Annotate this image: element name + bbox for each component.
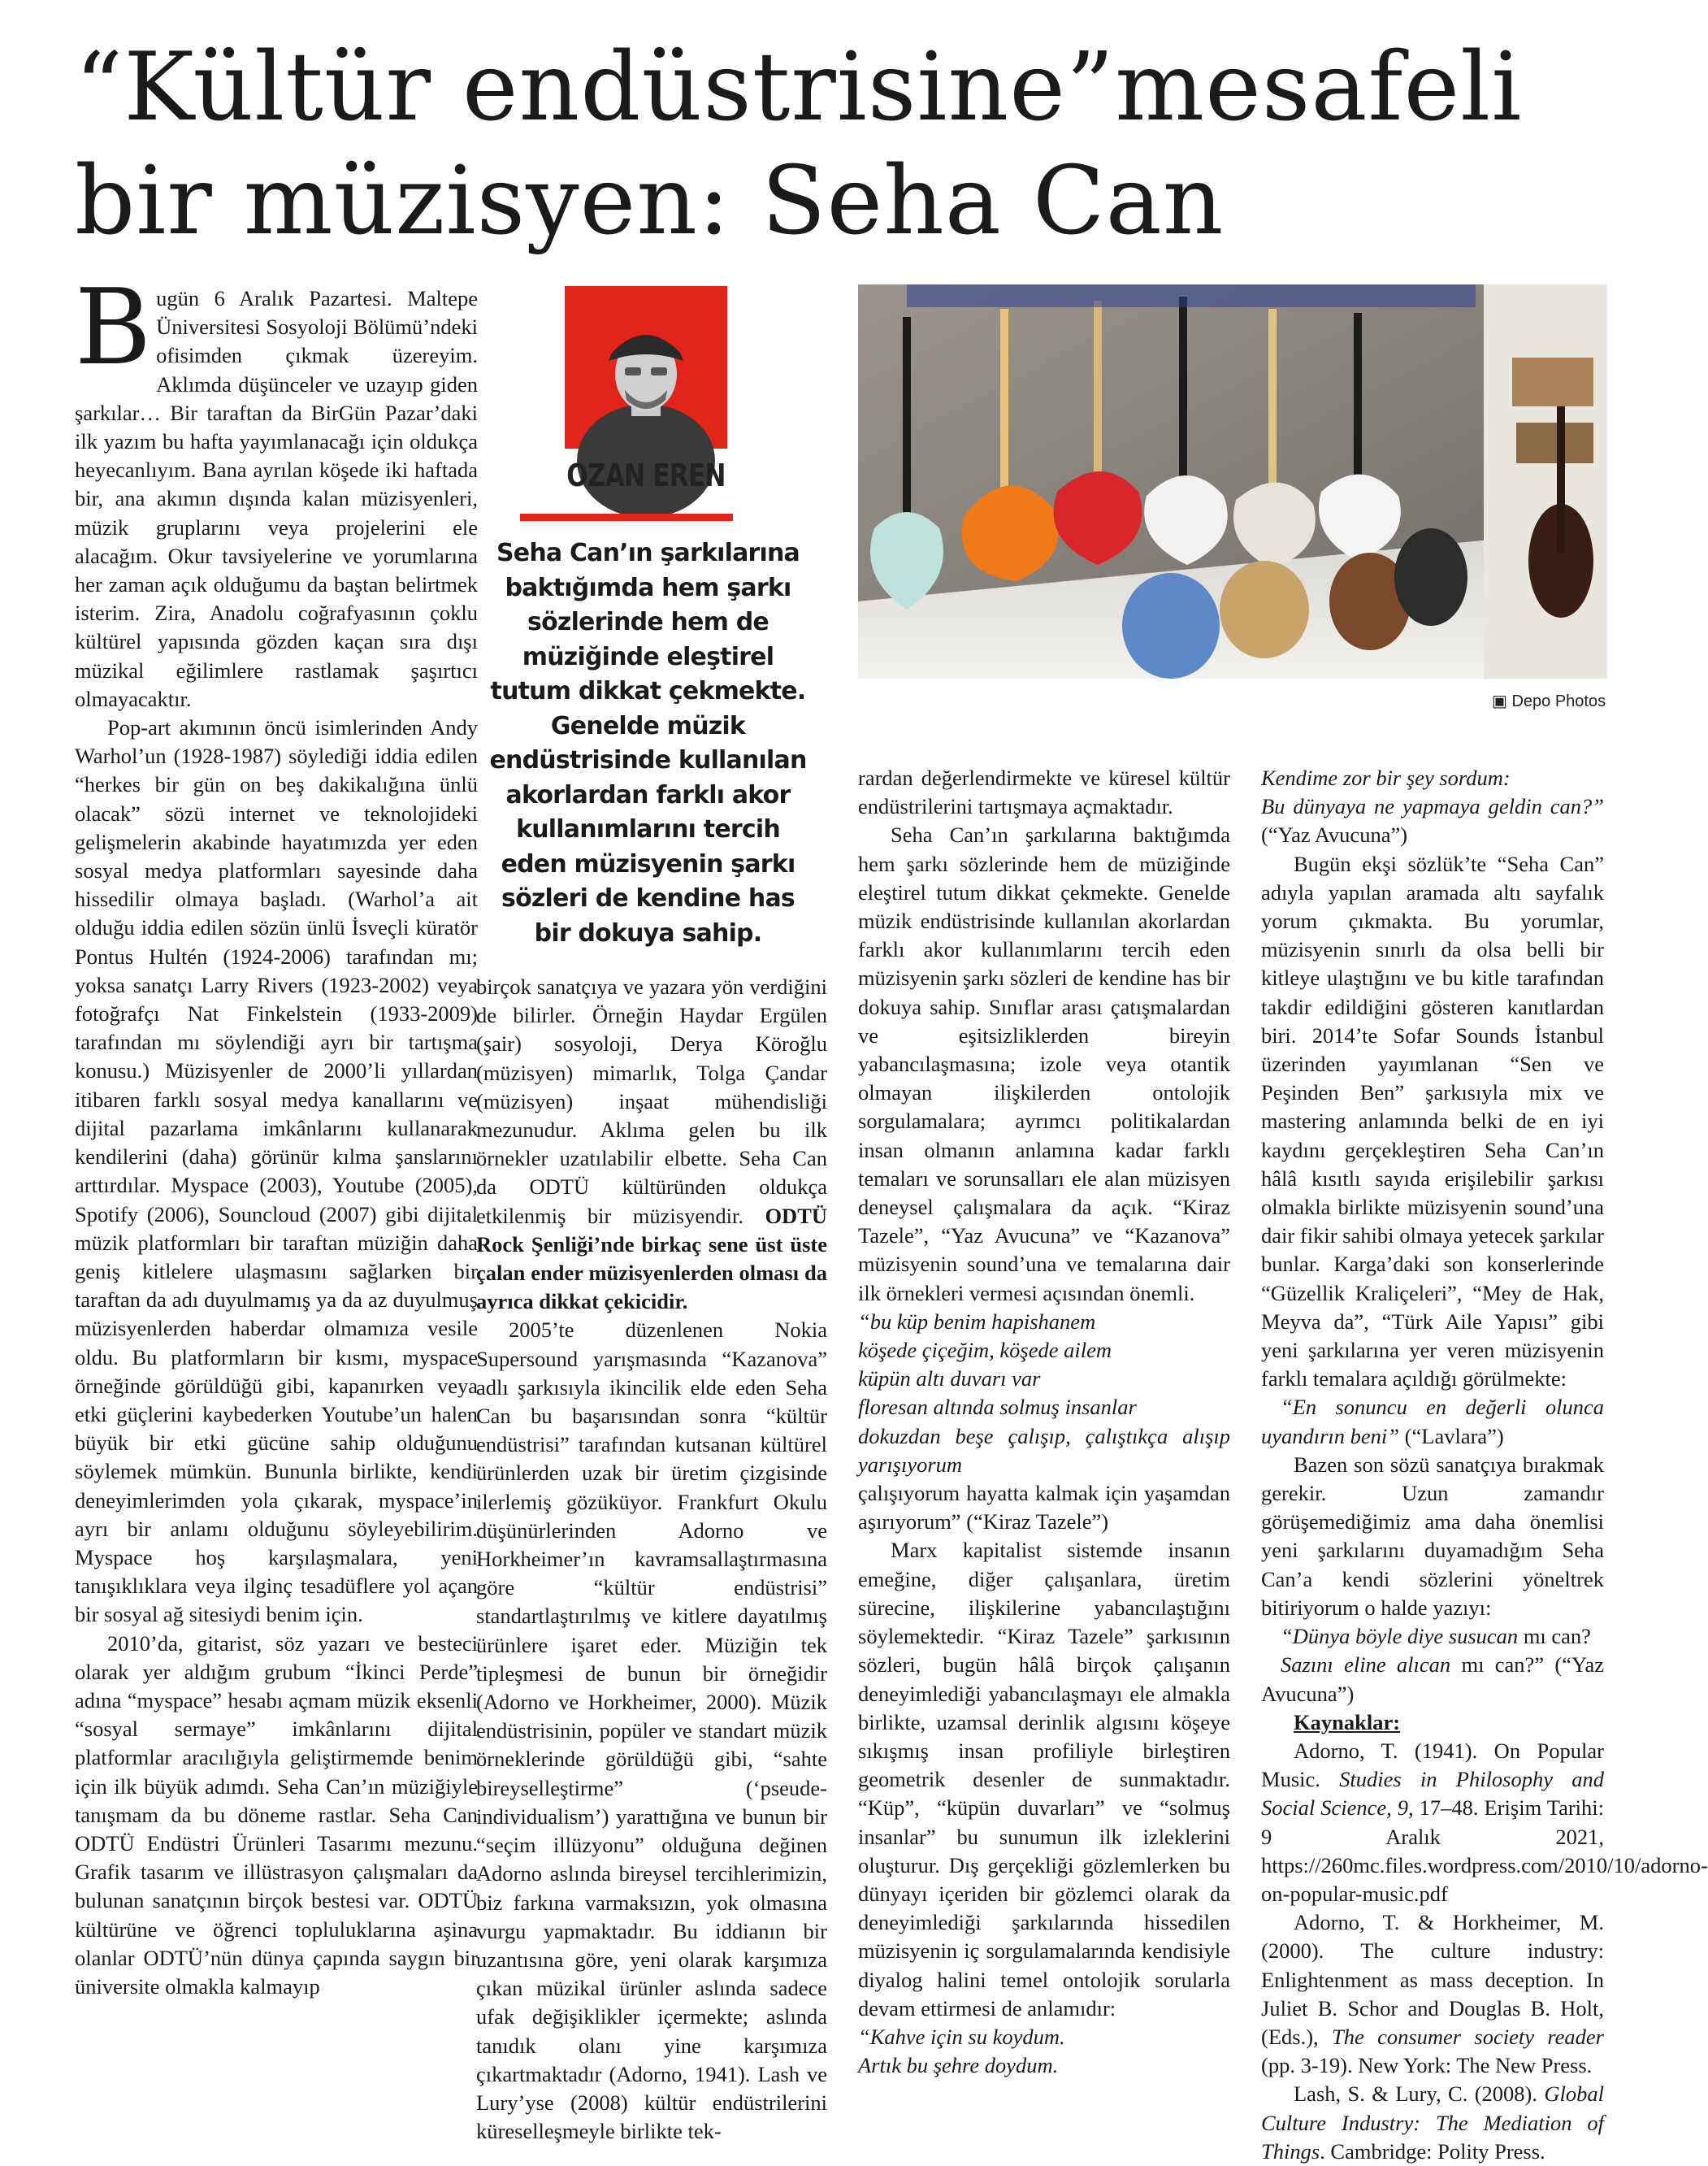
- author-rule: [520, 514, 733, 521]
- author-name: OZAN EREN: [566, 458, 726, 493]
- reference-adorno-horkheimer: Adorno, T. & Horkheimer, M. (2000). The culture industry: Enlightenment as mass deception. In Juliet B. Schor and Douglas B. Holt, (Eds.), The consumer society reader (pp. 3-19). New York: The New Press.: [1261, 1910, 1604, 2078]
- lyric-lavlara: “En sonuncu en değerli olunca uyandırın beni” (“Lavlara”): [1261, 1395, 1604, 1448]
- guitar-store-photo: [858, 284, 1607, 679]
- bold-highlight: ODTÜ Rock Şenliği’nde birkaç sene üst üste çalan ender müzisyenlerden olması da ayrıca dikkat çekicidir.: [476, 1203, 828, 1314]
- lyric-line: “bu küp benim hapishanem: [858, 1309, 1096, 1334]
- lyric-line: köşede çiçeğim, köşede ailem: [858, 1338, 1112, 1363]
- lyric-line: “Kahve için su koydum.: [858, 2024, 1065, 2049]
- lyric-line: Kendime zor bir şey sordum:: [1261, 766, 1511, 790]
- reference-adorno-1941: Adorno, T. (1941). On Popular Music. Studies in Philosophy and Social Science, 9, 17–48. Erişim Tarihi: 9 Aralık 2021, https://260mc.files.wordpress.com/2010/10/adorno-on-popular-music.pdf: [1261, 1738, 1708, 1906]
- lyric-closing-2: Sazını eline alıcan mı can?” (“Yaz Avucuna”): [1261, 1652, 1604, 1706]
- references-title: Kaynaklar:: [1294, 1709, 1401, 1734]
- pull-quote: Seha Can’ın şarkılarına baktığımda hem şarkı sözlerinde hem de müziğinde eleştirel tutum dikkat çekmekte. Genelde müzik endüstrisinde kullanılan akorlardan farklı akor kullanımlarını tercih eden müzisyenin şarkı sözleri de kendine has bir dokuya sahip.: [489, 539, 807, 948]
- author-portrait-icon: [565, 286, 727, 449]
- paragraph-seha-can-lyrics: Seha Can’ın şarkılarına baktığımda hem şarkı sözlerinde hem de müziğinde eleştirel tutum dikkat çekmekte. Genelde müzik endüstrisinde kullanılan akorlardan farklı akor kullanımlarını tercih eden müzisyenin şarkı sözleri de kendine has bir dokuya sahip. Sınıflar arası çatışmalardan ve eşitsizliklerden bireyin yabancılaşmasına; izole veya otantik olmayan ilişkilerden ontolojik sorgulamalara; ayrımcı politikalardan insan olmanın anlamına kadar farklı temaları ve sorunsalları ele alan müzisyen deneysel çalışmalara da açık. “Kiraz Tazele”, “Yaz Avucuna” ve “Kazanova” müzisyenin sound’una ve temalarına dair ilk örnekleri vermesi açısından önemli.: [858, 823, 1230, 1305]
- paragraph-marx: Marx kapitalist sistemde insanın emeğine, diğer çalışanlara, üretim sürecine, ilişkilerine yabancılaştığını söylemektedir. “Kiraz Tazele” şarkısının sözleri, bugün hâlâ birçok çalışanın deneyimlediği yabancılaşmayı ele almakla birlikte, uzamsal derinlik algısını köşeye sıkışmış insan profiliyle birleştiren geometrik desenler de sunmaktadır. “Küp”, “küpün duvarları” ve “solmuş insanlar” bu sunumun ilk izleklerini oluşturur. Dış gerçekliği gözlemlerken bu dünyayı içeriden bir gözlemci olarak da deneyimlediği şarkılarında hissedilen müzisyenin iç sorgulamalarında kendisiyle diyalog halini temel ontolojik sorularla devam ettirmesi de anlamıdır:: [858, 1538, 1230, 2021]
- paragraph-eksi-sozluk: Bugün ekşi sözlük’te “Seha Can” adıyla yapılan aramada altı sayfalık yorum çıkmakta. Bu yorumlar, müzisyenin sınırlı da olsa belli bir kitleye ulaştığını ve bu kitle tarafından takdir edildiğini gösteren kanıtlardan biri. 2014’te Sofar Sounds İstanbul üzerinden yayımlanan “Sen ve Peşinden Ben” şarkısıyla mix ve mastering anlamında belki de en iyi kaydını gerçekleştiren Seha Can’ın hâlâ kısıtlı sayıda erişilebilir şarkısı olmakla birlikte müzisyenin sound’una dair fikir sahibi olmaya yetecek şarkılar bunlar. Karga’daki son konserlerinde “Güzellik Kraliçeleri”, “Mey de Hak, Meyva da”, “Türk Aile Yapısı” gibi yeni şarkılarına yer veren müzisyenin farklı temalara açıldığı görülmekte:: [1261, 851, 1604, 1391]
- article-column-4: [1261, 764, 1708, 2166]
- photo-credit: ▣ Depo Photos: [1492, 692, 1606, 710]
- drop-cap: B: [75, 267, 152, 388]
- paragraph-closing: Bazen son sözü sanatçıya bırakmak gerekir. Uzun zamandır görüşemediğimiz ama daha önemlisi yeni şarkılarını duyamadığım Seha Can’a kendi sözlerini yöneltrek bitiriyorum o halde yazıyı:: [1261, 1452, 1604, 1620]
- lyric-line: floresan altında solmuş insanlar: [858, 1395, 1137, 1420]
- article-column-2: [476, 973, 827, 2146]
- paragraph-odtu: birçok sanatçıya ve yazara yön verdiğini de bilirler. Örneğin Haydar Ergülen (şair) sosyoloji, Derya Köroğlu (müzisyen) mimarlık, Tolga Çandar (müzisyen) inşaat mühendisliği mezunudur. Aklıma gelen bu ilk örnekler uzatılabilir elbette. Seha Can da ODTÜ kültüründen oldukça etkilenmiş bir müzisyendir. ODTÜ Rock Şenliği’nde birkaç sene üst üste çalan ender müzisyenlerden olması da ayrıca dikkat çekicidir.: [476, 974, 828, 1314]
- paragraph-kultur-endustrisi: 2005’te düzenlenen Nokia Supersound yarışmasında “Kazanova” adlı şarkısıyla ikincilik elde eden Seha Can bu başarısından sonra “kültür endüstrisi” tarafından kutsanan kültürel ürünlerden uzak bir üretim çizgisinde ilerlemiş gözüküyor. Frankfurt Okulu düşünürlerinden Adorno ve Horkheimer’ın kavramsallaştırmasına göre “kültür endüstrisi” standartlaştırılmış ve kitlere dayatılmış ürünlere işaret eder. Müziğin tek tipleşmesi de bunun bir örneğidir (Adorno ve Horkheimer, 2000). Müzik endüstrisinin, popüler ve standart müzik örneklerinde görüldüğü gibi, “sahte bireyselleştirme” (‘pseude-individualism’) yarattığına ve bunun bir “seçim illüzyonu” olduğuna değinen Adorno aslında bireysel tercihlerimizin, biz farkına varmaksızın, yok olmasına vurgu yapmaktadır. Bu iddianın bir uzantısına göre, yeni olarak karşımıza çıkan müzikal ürünler aslında sadece ufak değişiklikler içermekte; aslında tanıdık olanı yine karşımıza çıkartmaktadır (Adorno, 1941). Lash ve Lury’yse (2008) kültür endüstrilerini küreselleşmeyle birlikte tek-: [476, 1317, 827, 2144]
- author-photo: [565, 286, 727, 449]
- lyric-line: Artık bu şehre doydum.: [858, 2053, 1059, 2078]
- paragraph-myspace: 2010’da, gitarist, söz yazarı ve besteci olarak yer aldığım grubum “İkinci Perde” adına “myspace” hesabı açmam müzik eksenli “sosyal sermaye” imkânlarını dijital platformlar aracılığıyla geliştirmemde benim için ilk büyük adımdı. Seha Can’ın müziğiyle tanışmam da bu döneme rastlar. Seha Can ODTÜ Endüstri Ürünleri Tasarımı mezunu. Grafik tasarım ve illüstrasyon çalışmaları da bulunan sanatçının birçok bestesi var. ODTÜ kültürüne ve öğrenci topluluklarına aşina olanlar ODTÜ’nün dünya çapında saygın bir üniversite olmakla kalmayıp: [75, 1630, 478, 1999]
- lyric-line: dokuzdan beşe çalışıp, çalıştıkça alışıp yarışıyorum: [858, 1423, 1230, 1477]
- headline-line-2: bir müzisyen: Seha Can: [75, 146, 1225, 256]
- lyric-line-with-source: Bu dünyaya ne yapmaya geldin can?” (“Yaz Avucuna”): [1261, 794, 1604, 848]
- paragraph-continuation: rardan değerlendirmekte ve küresel kültür endüstrilerini tartışmaya açmaktadır.: [858, 766, 1230, 819]
- camera-icon: ▣: [1492, 692, 1512, 710]
- article-column-3: [858, 764, 1230, 2080]
- lyric-end: çalışıyorum hayatta kalmak için yaşamdan aşırıyorum” (“Kiraz Tazele”): [858, 1481, 1230, 1534]
- paragraph-intro: Bugün 6 Aralık Pazartesi. Maltepe Üniversitesi Sosyoloji Bölümü’ndeki ofisimden çıkmak üzereyim. Aklımda düşünceler ve uzayıp giden şarkılar… Bir taraftan da BirGün Pazar’daki ilk yazım bu hafta yayımlanacağı için oldukça heyecanlıyım. Bana ayrılan köşede iki haftada bir, ana akımın dışında kalan müzisyenleri, müzik gruplarını veya projelerini ele alacağım. Okur tavsiyelerine ve yorumlarına her zaman açık olduğumu da baştan belirtmek isterim. Zira, Anadolu coğrafyasının çoklu kültürel yapısında gözden kaçan sıra dışı müzikal eğilimlere rastlamak şaşırtıcı olmayacaktır.: [75, 267, 478, 711]
- article-column-1: [75, 267, 478, 2001]
- headline: [75, 31, 1619, 258]
- guitar-wall-icon: [858, 284, 1607, 679]
- paragraph-warhol: Pop-art akımının öncü isimlerinden Andy Warhol’un (1928-1987) söylediği iddia edilen “herkes bir gün on beş dakikalığına ünlü olacak” sözü internet ve teknolojideki gelişmelerin akabinde hayatımızda yer eden sosyal medya platformları sayesinde daha hissedilir olmaya başladı. (Warhol’a ait olduğu iddia edilen sözün ünlü İsveçli küratör Pontus Hultén (1924-2006) tarafından mı; yoksa sanatçı Larry Rivers (1923-2002) veya fotoğrafçı Nat Finkelstein (1933-2009) tarafından mı söylendiği ayrı bir tartışma konusu.) Müzisyenler de 2000’li yıllardan itibaren farklı sosyal medya kanallarını ve dijital pazarlama imkânlarını kullanarak kendilerini (daha) görünür kılma şanslarını arttırdılar. Myspace (2003), Youtube (2005), Spotify (2006), Souncloud (2007) gibi dijital müzik platformları bir taraftan müziğin daha geniş kitlelere ulaşmasını sağlarken bir taraftan da adı duyulmamış ya da az duyulmuş müzisyenlerden haberdar olmamıza vesile oldu. Bu platformların bir kısmı, myspace örneğinde görüldüğü gibi, kapanırken veya etki güçlerini kaybederken Youtube’un halen büyük bir etki gücüne sahip olduğunu söylemek mümkün. Bununla birlikte, kendi deneyimlerimden yola çıkarak, myspace’in ayrı bir anlamı olduğunu söyleyebilirim. Myspace hoş karşılaşmalara, yeni tanışıklıklara veya ilginç tesadüflere yol açan bir sosyal ağ sitesiydi benim için.: [75, 715, 478, 1627]
- lyric-closing-1: “Dünya böyle diye susucan mı can?: [1281, 1624, 1591, 1649]
- headline-line-1: “Kültür endüstrisine”mesafeli: [75, 33, 1523, 142]
- lyric-line: küpün altı duvarı var: [858, 1366, 1041, 1391]
- reference-lash-lury: Lash, S. & Lury, C. (2008). Global Culture Industry: The Mediation of Things. Cambridge: Polity Press.: [1261, 2081, 1605, 2164]
